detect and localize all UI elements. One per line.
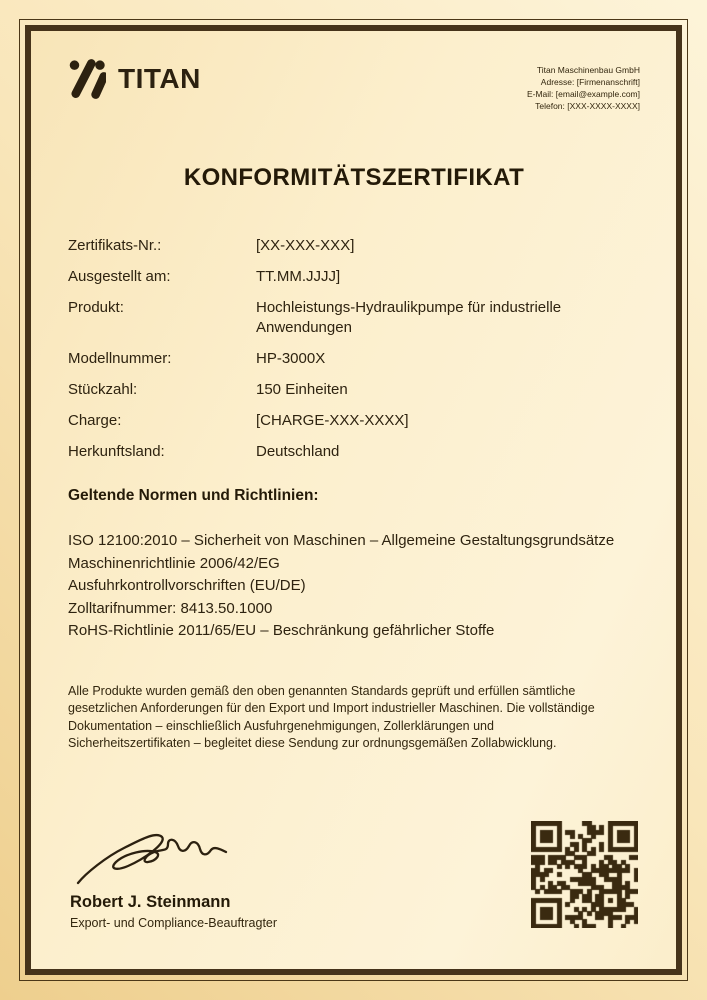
field-label: Zertifikats-Nr.: [68, 237, 162, 254]
brand-name: TITAN [118, 63, 201, 94]
field-row-issue-date [68, 267, 640, 287]
contact-address: Adresse: [Firmenanschrift] [540, 77, 640, 87]
header [68, 58, 640, 112]
declaration-text: Alle Produkte wurden gemäß den oben genannten Standards geprüft und erfüllen sämtliche gesetzlichen Anforderungen für den Export und Import industrieller Maschinen. Die vollständige Dokumentation – einschließlich Ausfuhrgenehmigungen, Zollerklärungen und Sicherheitszertifikaten – begleitet diese Sendung zur ordnungsgemäßen Zollabwicklung. [68, 683, 595, 750]
field-label: Stückzahl: [68, 381, 138, 398]
standards-list [68, 530, 640, 643]
certificate-content [31, 31, 676, 969]
field-value: 150 Einheiten [256, 381, 348, 398]
field-label: Produkt: [68, 299, 124, 316]
field-value: Hochleistungs-Hydraulikpumpe für industrielle Anwendungen [256, 299, 562, 336]
field-row-batch [68, 411, 640, 431]
field-label: Charge: [68, 412, 122, 429]
standard-item: Ausfuhrkontrollvorschriften (EU/DE) [68, 577, 306, 594]
standards-heading: Geltende Normen und Richtlinien: [68, 487, 319, 504]
field-value: Deutschland [256, 443, 340, 460]
field-label: Modellnummer: [68, 350, 172, 367]
field-row-quantity [68, 380, 640, 400]
qr-code [531, 821, 638, 928]
company-contact-block [527, 58, 640, 112]
signatory-name: Robert J. Steinmann [70, 892, 231, 911]
certificate-title: KONFORMITÄTSZERTIFIKAT [183, 164, 525, 191]
field-label: Herkunftsland: [68, 443, 165, 460]
standard-item: Maschinenrichtlinie 2006/42/EG [68, 554, 280, 572]
field-value: [XX-XXX-XXX] [256, 237, 355, 254]
footer [68, 821, 640, 930]
field-row-model-number [68, 349, 640, 369]
contact-phone: Telefon: [XXX-XXXX-XXXX] [535, 101, 640, 111]
field-label: Ausgestellt am: [68, 268, 171, 285]
field-row-country-of-origin [68, 442, 640, 462]
field-value: TT.MM.JJJJ] [256, 268, 341, 285]
standard-item: Zolltarifnummer: 8413.50.1000 [68, 599, 273, 617]
signatory-role: Export- und Compliance-Beauftragter [70, 915, 278, 930]
field-value: HP-3000X [256, 350, 326, 367]
signature-block [68, 829, 277, 930]
brand-logo [68, 58, 201, 100]
contact-company-name: Titan Maschinenbau GmbH [536, 65, 640, 75]
titan-logo-icon [68, 58, 106, 100]
field-row-product [68, 298, 640, 338]
standard-item: RoHS-Richtlinie 2011/65/EU – Beschränkung gefährlicher Stoffe [68, 622, 495, 639]
contact-email: E-Mail: [email@example.com] [526, 89, 640, 99]
qr-code-image [531, 821, 638, 928]
field-value: [CHARGE-XXX-XXXX] [256, 412, 409, 429]
standard-item: ISO 12100:2010 – Sicherheit von Maschinen – Allgemeine Gestaltungsgrundsätze [68, 532, 615, 549]
field-row-certificate-number [68, 236, 640, 256]
signature-icon [72, 829, 232, 891]
certificate-fields [68, 236, 640, 462]
